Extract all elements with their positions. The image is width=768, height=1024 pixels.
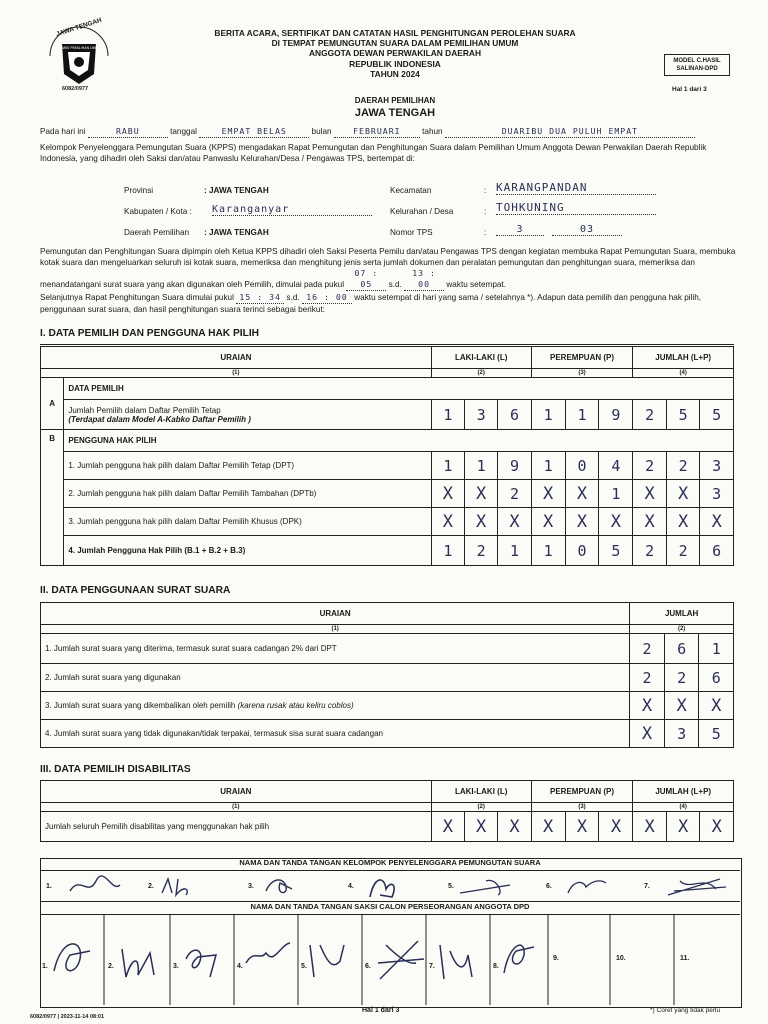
b4-d2: 1 [498, 536, 531, 566]
row-a-code: A [41, 378, 64, 430]
header-line3: ANGGOTA DEWAN PERWAKILAN DAERAH [309, 48, 481, 59]
colon-kecamatan: : [484, 186, 487, 195]
s3r1-d6: X [633, 812, 667, 842]
b2-d0: X [431, 480, 464, 508]
s3r1-d2: X [498, 812, 531, 842]
saksi-num-7: 7. [429, 963, 435, 970]
b4-d4: 0 [565, 536, 599, 566]
pemungutan-start: 07 : 05 [346, 268, 386, 291]
field-tanggal: EMPAT BELAS [199, 126, 309, 138]
th-perempuan: PEREMPUAN (P) [531, 347, 633, 369]
s2r1-d2: 1 [699, 634, 734, 664]
s3r1-label: Jumlah seluruh Pemilih disabilitas yang menggunakan hak pilih [41, 812, 432, 842]
s2r1-d1: 6 [664, 634, 699, 664]
s2r3-label-cell [41, 692, 630, 720]
b2-d5: 1 [599, 480, 633, 508]
label-pada-hari: Pada hari ini [40, 127, 86, 136]
b3-d8: X [700, 508, 734, 536]
s3r1-d1: X [465, 812, 498, 842]
label-tanggal: tanggal [170, 127, 197, 136]
b1-d2: 9 [498, 452, 531, 480]
pemungutan-waktu: waktu setempat. [446, 280, 507, 289]
label-bulan: bulan [311, 127, 332, 136]
saksi-sign-title: NAMA DAN TANDA TANGAN SAKSI CALON PERSEORANGAN ANGGOTA DPD [250, 902, 530, 911]
row-a1-label [64, 400, 431, 430]
s3r1-d0: X [431, 812, 464, 842]
kpps-num-7: 7. [644, 883, 650, 890]
table-disabilitas [40, 780, 734, 842]
kpps-num-2: 2. [148, 883, 154, 890]
section1-rule [40, 344, 734, 345]
th3-jumlah: JUMLAH (L+P) [633, 781, 734, 803]
logo-sub: KOMISI PEMILIHAN UMUM [57, 46, 101, 50]
s3r1-d4: X [565, 812, 599, 842]
a1-d8: 5 [700, 400, 734, 430]
a1-sub: (Terdapat dalam Model A-Kabko Daftar Pemilih ) [68, 414, 251, 424]
b3-d6: X [633, 508, 667, 536]
s3r1-d5: X [599, 812, 633, 842]
s2r2-d0: 2 [630, 664, 665, 692]
row-b-title: PENGGUNA HAK PILIH [64, 430, 734, 452]
b3-d0: X [431, 508, 464, 536]
label-tahun: tahun [422, 127, 443, 136]
a1-d3: 1 [531, 400, 565, 430]
b1-label: 1. Jumlah pengguna hak pilih dalam Daftar Pemilih Tetap (DPT) [64, 452, 431, 480]
table-row [41, 720, 734, 748]
value-tps-rw: 03 [552, 224, 622, 236]
th3-num4: (4) [633, 803, 734, 812]
b1-d1: 1 [465, 452, 498, 480]
kpps-num-1: 1. [46, 883, 52, 890]
value-kabupaten: Karanganyar [212, 204, 372, 216]
model-badge [664, 54, 730, 76]
b4-d6: 2 [633, 536, 667, 566]
label-kecamatan: Kecamatan [390, 186, 432, 195]
footer-code: 6082/0977 | 2023-11-14 08:01 [30, 1014, 105, 1020]
b3-label: 3. Jumlah pengguna hak pilih dalam Daftar Pemilih Khusus (DPK) [64, 508, 431, 536]
b4-d5: 5 [599, 536, 633, 566]
a1-d2: 6 [498, 400, 531, 430]
th-num1: (1) [41, 369, 432, 378]
b3-d7: X [666, 508, 700, 536]
b2-d8: 3 [700, 480, 734, 508]
b1-d3: 1 [531, 452, 565, 480]
th3-num3: (3) [531, 803, 633, 812]
intro-date-line [40, 126, 740, 138]
b4-d8: 6 [700, 536, 734, 566]
header-line4: REPUBLIK INDONESIA [349, 58, 441, 69]
kpps-sign-row [40, 870, 740, 902]
th-uraian: URAIAN [41, 347, 432, 369]
value-kelurahan: TOHKUNING [496, 201, 656, 215]
kpps-num-3: 3. [248, 883, 254, 890]
b2-d4: X [565, 480, 599, 508]
model-line2: SALINAN-DPD [676, 66, 718, 72]
b4-d0: 1 [431, 536, 464, 566]
logo-code: 6082/0977 [62, 86, 88, 92]
intro-body: Kelompok Penyelenggara Pemungutan Suara (KPPS) mengadakan Rapat Pemungutan dan Penghitungan Suara dalam Pemilihan Umum Anggota Dewan Perwakilan Daerah Republik Indonesia, yang dihadiri oleh Saksi dan/atau Panwaslu Kelurahan/Desa / Pengawas TPS, bertempat di: [40, 143, 707, 163]
rapat-post: waktu setempat di hari yang sama / setelahnya *). Adapun data pemilih dan pengguna hak pilih, penggunaan surat suara, dan hasil penghitungan suara terinci sebagai berikut: [40, 293, 702, 314]
colon-tps: : [484, 228, 487, 237]
s3r1-d7: X [666, 812, 700, 842]
s2r3-d2: X [699, 692, 734, 720]
logo-text: JAWA TENGAH [55, 16, 103, 39]
saksi-num-4: 4. [237, 963, 243, 970]
s2r4-d1: 3 [664, 720, 699, 748]
footer-note: *) Coret yang tidak perlu [650, 1007, 721, 1014]
label-provinsi: Provinsi [124, 186, 154, 195]
kpps-num-5: 5. [448, 883, 454, 890]
rapat-start: 15 : 34 [236, 292, 284, 304]
header-line2: DI TEMPAT PEMUNGUTAN SUARA DALAM PEMILIHAN UMUM [271, 38, 519, 49]
saksi-num-8: 8. [493, 963, 499, 970]
s2r2-d2: 6 [699, 664, 734, 692]
s2r3-d1: X [664, 692, 699, 720]
b4-d1: 2 [465, 536, 498, 566]
a1-d0: 1 [431, 400, 464, 430]
label-tps: Nomor TPS [390, 228, 433, 237]
saksi-num-1: 1. [42, 963, 48, 970]
saksi-sign-row [40, 914, 740, 1005]
th-num3: (3) [531, 369, 633, 378]
th3-num1: (1) [41, 803, 432, 812]
th3-laki: LAKI-LAKI (L) [431, 781, 531, 803]
rapat-end: 16 : 00 [302, 292, 352, 304]
table-pemilih [40, 346, 734, 566]
saksi-signatures [40, 915, 740, 1005]
table-row [41, 536, 734, 566]
b2-d6: X [633, 480, 667, 508]
footer-page: Hal 1 dari 3 [362, 1007, 400, 1014]
b2-label: 2. Jumlah pengguna hak pilih dalam Daftar Pemilih Tambahan (DPTb) [64, 480, 431, 508]
value-provinsi: : JAWA TENGAH [204, 186, 269, 195]
saksi-num-11: 11. [680, 955, 690, 962]
section3-title: III. DATA PEMILIH DISABILITAS [40, 764, 191, 775]
b3-d3: X [531, 508, 565, 536]
a1-d1: 3 [465, 400, 498, 430]
header-line5: TAHUN 2024 [370, 68, 420, 79]
s2r3-label: 3. Jumlah surat suara yang dikembalikan oleh pemilih [45, 701, 236, 710]
th-num4: (4) [633, 369, 734, 378]
s2r2-label: 2. Jumlah surat suara yang digunakan [41, 664, 630, 692]
label-dapil: Daerah Pemilihan [124, 228, 190, 237]
th3-perempuan: PEREMPUAN (P) [531, 781, 633, 803]
daerah-block [300, 96, 490, 119]
kpps-signatures [40, 871, 740, 901]
th2-jumlah: JUMLAH [630, 603, 734, 625]
section1-title: I. DATA PEMILIH DAN PENGGUNA HAK PILIH [40, 328, 260, 339]
b3-d2: X [498, 508, 531, 536]
th3-uraian: URAIAN [41, 781, 432, 803]
b2-d3: X [531, 480, 565, 508]
field-tahun: DUARIBU DUA PULUH EMPAT [445, 126, 695, 138]
table-row [41, 508, 734, 536]
s3r1-d8: X [700, 812, 734, 842]
s2r3-note: (karena rusak atau keliru coblos) [237, 701, 354, 710]
rapat-sd: s.d. [286, 293, 300, 302]
b3-d4: X [565, 508, 599, 536]
b4-d3: 1 [531, 536, 565, 566]
s2r4-label: 4. Jumlah surat suara yang tidak digunakan/tidak terpakai, termasuk sisa surat suara cadangan [41, 720, 630, 748]
a1-d7: 5 [666, 400, 700, 430]
b3-d5: X [599, 508, 633, 536]
pemungutan-end: 13 : 00 [404, 268, 444, 291]
value-kecamatan: KARANGPANDAN [496, 181, 656, 195]
rapat-paragraph [40, 292, 740, 315]
s2r1-label: 1. Jumlah surat suara yang diterima, termasuk surat suara cadangan 2% dari DPT [41, 634, 630, 664]
row-a-title: DATA PEMILIH [64, 378, 734, 400]
b2-d1: X [465, 480, 498, 508]
b1-d8: 3 [700, 452, 734, 480]
table-row [41, 692, 734, 720]
b1-d5: 4 [599, 452, 633, 480]
saksi-num-6: 6. [365, 963, 371, 970]
value-tps-rt: 3 [496, 224, 544, 236]
colon-kelurahan: : [484, 207, 487, 216]
th2-num1: (1) [41, 625, 630, 634]
rapat-pre: Selanjutnya Rapat Penghitungan Suara dimulai pukul [40, 293, 234, 302]
th3-num2: (2) [431, 803, 531, 812]
saksi-num-3: 3. [173, 963, 179, 970]
s2r1-d0: 2 [630, 634, 665, 664]
th2-num2: (2) [630, 625, 734, 634]
label-kabupaten: Kabupaten / Kota : [124, 207, 192, 216]
label-kelurahan: Kelurahan / Desa [390, 207, 454, 216]
page-indicator: Hal 1 dari 3 [672, 86, 707, 93]
daerah-label: DAERAH PEMILIHAN [354, 96, 436, 105]
saksi-num-5: 5. [301, 963, 307, 970]
daerah-value: JAWA TENGAH [354, 107, 436, 119]
th-num2: (2) [431, 369, 531, 378]
pemungutan-text: Pemungutan dan Penghitungan Suara dipimpin oleh Ketua KPPS dihadiri oleh Saksi Peserta Pemilu dan/atau Pengawas TPS dengan kegiatan membuka Rapat Pemungutan Suara, membuka kotak suara dan mengeluarkan seluruh isi kotak suara, memeriksa dan menghitung jenis serta jumlah dokumen dan peralatan pemungutan dan penghitungan suara, memeriksa dan menandatangani surat suara yang akan digunakan oleh Pemilih, dimulai pada pukul [40, 247, 736, 289]
table-row [41, 634, 734, 664]
th-laki: LAKI-LAKI (L) [431, 347, 531, 369]
table-row [41, 480, 734, 508]
b1-d7: 2 [666, 452, 700, 480]
table-row [41, 812, 734, 842]
saksi-num-2: 2. [108, 963, 114, 970]
b1-d4: 0 [565, 452, 599, 480]
kpps-num-4: 4. [348, 883, 354, 890]
table-surat-suara [40, 602, 734, 748]
a1-d4: 1 [565, 400, 599, 430]
pemungutan-sd: s.d. [388, 280, 402, 289]
a1-d6: 2 [633, 400, 667, 430]
section2-title: II. DATA PENGGUNAAN SURAT SUARA [40, 585, 231, 596]
row-b-code: B [41, 430, 64, 566]
a1-label: Jumlah Pemilih dalam Daftar Pemilih Tetap [68, 405, 221, 415]
th-jumlah: JUMLAH (L+P) [633, 347, 734, 369]
b2-d7: X [666, 480, 700, 508]
table-row [41, 664, 734, 692]
a1-d5: 9 [599, 400, 633, 430]
s2r2-d1: 2 [664, 664, 699, 692]
table-row [41, 452, 734, 480]
b4-d7: 2 [666, 536, 700, 566]
th2-uraian: URAIAN [41, 603, 630, 625]
saksi-num-10: 10. [616, 955, 626, 962]
kpps-sign-title: NAMA DAN TANDA TANGAN KELOMPOK PENYELENGGARA PEMUNGUTAN SUARA [239, 858, 541, 867]
b4-label: 4. Jumlah Pengguna Hak Pilih (B.1 + B.2 + B.3) [64, 536, 431, 566]
s2r4-d2: 5 [699, 720, 734, 748]
s2r3-d0: X [630, 692, 665, 720]
document-header [160, 28, 630, 79]
s2r4-d0: X [630, 720, 665, 748]
s3r1-d3: X [531, 812, 565, 842]
field-bulan: FEBRUARI [334, 126, 420, 138]
model-line1: MODEL C.HASIL [673, 58, 721, 64]
b2-d2: 2 [498, 480, 531, 508]
saksi-num-9: 9. [553, 955, 559, 962]
value-dapil: : JAWA TENGAH [204, 228, 269, 237]
table-row [41, 400, 734, 430]
header-line1: BERITA ACARA, SERTIFIKAT DAN CATATAN HASIL PENGHITUNGAN PEROLEHAN SUARA [214, 28, 576, 38]
b3-d1: X [465, 508, 498, 536]
b1-d0: 1 [431, 452, 464, 480]
pemungutan-paragraph [40, 246, 740, 291]
kpps-num-6: 6. [546, 883, 552, 890]
b1-d6: 2 [633, 452, 667, 480]
field-hari: RABU [88, 126, 168, 138]
